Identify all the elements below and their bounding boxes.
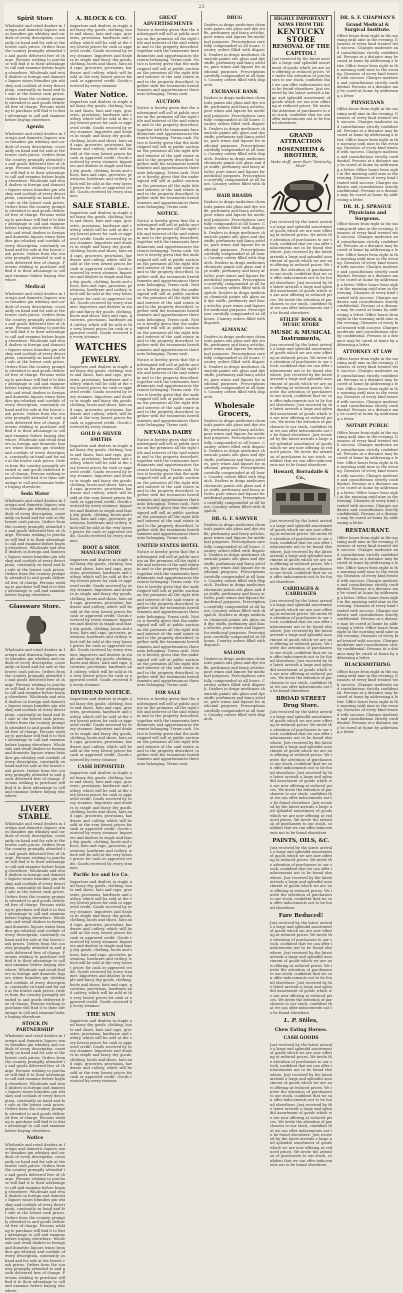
- ad-heading: Chew Eating Horses.: [274, 1027, 328, 1033]
- ad-heading: Physicians and Surgeons.: [348, 211, 387, 222]
- ad-heading: NOTARY PUBLIC: [346, 424, 389, 430]
- ad-heading: Soda Water: [20, 492, 50, 498]
- body-text: Just received by the latest arrivals a large and splendid assortment of goods which we are now offering at reduced prices. We invite the attention of purchasers to our stock, confident that we can offer inducements not to be found elsewhere. Just received by the latest arrivals a large and splendid assortment of goods which we are now offering at reduced prices. We invite the attention of purchasers to our stock, confident that we can offer inducements not to be found elsewhere.: [272, 57, 331, 126]
- ad-heading: Glassware Store.: [9, 603, 61, 610]
- ad-heading: Fare Reduced!: [278, 913, 324, 920]
- body-text: Importers and dealers in staple and fancy dry goods, clothing, boots and shoes, hats and caps, groceries, provisions, hardware and cutlery, which will be sold at the very lowest prices for cash or approved credit. Goods received by every steamer. Importers and dealers in staple and fancy dry goods, clothing, boots and shoes, hats and caps, groceries, provisions, hardware and cutlery, which will be sold at the very lowest prices for cash or approved credit. Goods received by every steamer. Importers and dealers in staple and fancy dry goods, clothing, boots and shoes, hats and caps, groceries, provisions, hardware and cutlery, which will be sold at the very lowest prices for cash or approved credit. Goods received by every steamer. Importers and dealers in staple and fancy dry goods, clothing, boots and shoes, hats and caps, groceries, provisions, hardware and cutlery, which will be sold at the very lowest prices for cash or approved credit. Goods received by every steamer.: [70, 879, 133, 1009]
- ad-heading: ROSENHEIM & BROTHER,: [277, 146, 325, 160]
- ad-heading: Howard, Borradaile & Co.,: [273, 470, 329, 481]
- body-text: Notice is hereby given that the undersigned will sell at public auction on the premises all the right title and interest of the said estate in and to the property described, together with the tenements hereditaments and appurtenances thereunto belonging. Terms cash. Notice is hereby given that the undersigned will sell at public auction on the premises all the right title and interest of the said estate in and to the property described, together with the tenements hereditaments and appurtenances thereunto belonging. Terms cash.: [137, 697, 199, 766]
- body-text: Office hours from eight in the morning until nine in the evening. Diseases of every kind treated with success. Charges moderate and consultations strictly confidential. Persons at a distance may be cured at home by addressing a letter. Office hours from eight in the morning until nine in the evening. Diseases of every kind treated with success. Charges moderate and consultations strictly confidential. Persons at a distance may be cured at home by addressing a letter.: [337, 356, 398, 421]
- ad-heading: BROAD STREET Drug Store.: [275, 696, 327, 709]
- body-text: Dealers in drugs medicines chemicals paints oils glass and dye stuffs, perfumery and fancy articles, pure wines and liquors for medicinal purposes. Prescriptions carefully compounded at all hours. Country orders filled with dispatch. Dealers in drugs medicines chemicals paints oils glass and dye stuffs, perfumery and fancy articles, pure wines and liquors for medicinal purposes. Prescriptions carefully compounded at all hours. Country orders filled with dispatch. Dealers in drugs medicines chemicals paints oils glass and dye stuffs, perfumery and fancy articles, pure wines and liquors for medicinal purposes. Prescriptions carefully compounded at all hours. Country orders filled with dispatch.: [204, 96, 265, 191]
- ad-heading: BLACKSMITHING: [344, 663, 391, 669]
- ad-heading: L. P. Stiles,: [284, 1018, 318, 1025]
- body-text: Wholesale and retail dealers in foreign and domestic liquors wines brandies gin whiskey and cordials of every description, constantly on hand and for sale at the lowest cash prices. Orders from the country promptly attended to and goods delivered free of charge. Persons wishing to purchase will find it to their advantage to call and examine before buying elsewhere. Wholesale and retail dealers in foreign and domestic liquors wines brandies gin whiskey and cordials of every description, constantly on hand and for sale at the lowest cash prices. Orders from the country promptly attended to and goods delivered free of charge. Persons wishing to purchase will find it to their advantage to call and examine before buying elsewhere.: [5, 23, 65, 123]
- body-text: Just received by the latest arrivals a large and splendid assortment of goods which we are now offering at reduced prices. We invite the attention of purchasers to our stock, confident that we can offer inducements not to be found elsewhere. Just received by the latest arrivals a large and splendid assortment of goods which we are now offering at reduced prices. We invite the attention of purchasers to our stock, confident that we can offer inducements not to be found elsewhere. Just received by the latest arrivals a large and splendid assortment of goods which we are now offering at reduced prices. We invite the attention of purchasers to our stock, confident that we can offer inducements not to be found elsewhere.: [270, 920, 332, 1015]
- ad-heading: STOCK IN PARTNERSHIP: [16, 1022, 54, 1033]
- body-text: Importers and dealers in staple and fancy dry goods, clothing, boots and shoes, hats and caps, groceries, provisions, hardware and cutlery, which will be sold at the very lowest prices for cash or approved credit. Goods received by every steamer. Importers and dealers in staple and fancy dry goods, clothing, boots and shoes, hats and caps, groceries, provisions, hardware and cutlery, which will be sold at the very lowest prices for cash or approved credit. Goods received by every steamer. Importers and dealers in staple and fancy dry goods, clothing, boots and shoes, hats and caps, groceries, provisions, hardware and cutlery, which will be sold at the very lowest prices for cash or approved credit. Goods received by every steamer. Importers and dealers in staple and fancy dry goods, clothing, boots and shoes, hats and caps, groceries, provisions, hardware and cutlery, which will be sold at the very lowest prices for cash or approved credit. Goods received by every steamer.: [70, 210, 133, 340]
- ad-heading: THE SUN: [86, 1011, 116, 1018]
- ad-heading: Water Notice.: [74, 89, 128, 99]
- body-text: Just received by the latest arrivals a large and splendid assortment of goods which we are now offering at reduced prices. We invite the attention of purchasers to our stock, confident that we can offer inducements not to be found elsewhere. Just received by the latest arrivals a large and splendid assortment of goods which we are now offering at reduced prices. We invite the attention of purchasers to our stock, confident that we can offer inducements not to be found elsewhere. Just received by the latest arrivals a large and splendid assortment of goods which we are now offering at reduced prices. We invite the attention of purchasers to our stock, confident that we can offer inducements not to be found elsewhere.: [270, 598, 332, 694]
- ad-heading: CASH GOODS: [283, 1036, 319, 1042]
- pitcher-illustration: [20, 612, 50, 646]
- body-text: Importers and dealers in staple and fancy dry goods, clothing, boots and shoes, hats and caps, groceries, provisions, hardware and cutlery, which will be sold at the very lowest prices for cash or approved credit. Goods received by every steamer. Importers and dealers in staple and fancy dry goods, clothing, boots and shoes, hats and caps, groceries, provisions, hardware and cutlery, which will be sold at the very lowest prices for cash or approved credit. Goods received by every steamer.: [70, 1019, 133, 1084]
- body-text: Office hours from eight in the morning until nine in the evening. Diseases of every kind treated with success. Charges moderate and consultations strictly confidential. Persons at a distance may be cured at home by addressing a letter. Office hours from eight in the morning until nine in the evening. Diseases of every kind treated with success. Charges moderate and consultations strictly confidential. Persons at a distance may be cured at home by addressing a letter. Office hours from eight in the morning until nine in the evening. Diseases of every kind treated with success. Charges moderate and consultations strictly confidential. Persons at a distance may be cured at home by addressing a letter.: [337, 430, 398, 525]
- ad-heading: Notice: [26, 1136, 44, 1142]
- body-text: Notice is hereby given that the undersigned will sell at public auction on the premises all the right title and interest of the said estate in and to the property described, together with the tenements hereditaments and appurtenances thereunto belonging. Terms cash. Notice is hereby given that the undersigned will sell at public auction on the premises all the right title and interest of the said estate in and to the property described, together with the tenements hereditaments and appurtenances thereunto belonging. Terms cash. Notice is hereby given that the undersigned will sell at public auction on the premises all the right title and interest of the said estate in and to the property described, together with the tenements hereditaments and appurtenances thereunto belonging. Terms cash.: [137, 437, 199, 541]
- divider: [5, 600, 65, 601]
- ad-heading: REMOVAL OF THE CAPITOL!: [272, 44, 330, 57]
- body-text: Office hours from eight in the morning until nine in the evening. Diseases of every kind treated with success. Charges moderate and consultations strictly confidential. Persons at a distance may be cured at home by addressing a letter. Office hours from eight in the morning until nine in the evening. Diseases of every kind treated with success. Charges moderate and consultations strictly confidential. Persons at a distance may be cured at home by addressing a letter. Office hours from eight in the morning until nine in the evening. Diseases of every kind treated with success. Charges moderate and consultations strictly confidential. Persons at a distance may be cured at home by addressing a letter. Office hours from eight in the morning until nine in the evening. Diseases of every kind treated with success. Charges moderate and consultations strictly confidential. Persons at a distance may be cured at home by addressing a letter.: [337, 535, 398, 660]
- ad-heading: CARRIAGES & CARRIAGES: [282, 586, 320, 598]
- body-text: Wholesale and retail dealers in foreign and domestic liquors wines brandies gin whiskey and cordials of every description, constantly on hand and for sale at the lowest cash prices. Orders from the country promptly attended to and goods delivered free of charge. Persons wishing to purchase will find it to their advantage to call and examine before buying elsewhere. Wholesale and retail dealers in foreign and domestic liquors wines brandies gin whiskey and cordials of every description, constantly on hand and for sale at the lowest cash prices. Orders from the country promptly attended to and goods delivered free of charge. Persons wishing to purchase will find it to their advantage to call and examine before buying elsewhere. Wholesale and retail dealers in foreign and domestic liquors wines brandies gin whiskey and cordials of every description, constantly on hand and for sale at the lowest cash prices. Orders from the country promptly attended to and goods delivered free of charge. Persons wishing to purchase will find it to their advantage to call and examine before buying elsewhere.: [5, 1142, 65, 1293]
- ad-heading: GOLD & SILVER SMITHS: [80, 432, 122, 443]
- ad-heading: Medical: [24, 285, 46, 291]
- ad-heading: ALMANAC: [221, 328, 248, 334]
- ad-heading: Wholesale Grocers,: [214, 401, 255, 419]
- body-text: Wholesale and retail dealers in foreign and domestic liquors wines brandies gin whiskey and cordials of every description, constantly on hand and for sale at the lowest cash prices. Orders from the country promptly attended to and goods delivered free of charge. Persons wishing to purchase will find it to their advantage to call and examine before buying elsewhere. Wholesale and retail dealers in foreign and domestic liquors wines brandies gin whiskey and cordials of every description, constantly on hand and for sale at the lowest cash prices. Orders from the country promptly attended to and goods delivered free of charge. Persons wishing to purchase will find it to their advantage to call and examine before buying elsewhere. Wholesale and retail dealers in foreign and domestic liquors wines brandies gin whiskey and cordials of every description, constantly on hand and for sale at the lowest cash prices. Orders from the country promptly attended to and goods delivered free of charge. Persons wishing to purchase will find it to their advantage to call and examine before buying elsewhere. Wholesale and retail dealers in foreign and domestic liquors wines brandies gin whiskey and cordials of every description, constantly on hand and for sale at the lowest cash prices. Orders from the country promptly attended to and goods delivered free of charge. Persons wishing to purchase will find it to their advantage to call and examine before buying elsewhere.: [5, 821, 65, 1019]
- body-text: Dealers in drugs medicines chemicals paints oils glass and dye stuffs, perfumery and fancy articles, pure wines and liquors for medicinal purposes. Prescriptions carefully compounded at all hours. Country orders filled with dispatch. Dealers in drugs medicines chemicals paints oils glass and dye stuffs, perfumery and fancy articles, pure wines and liquors for medicinal purposes. Prescriptions carefully compounded at all hours. Country orders filled with dispatch. Dealers in drugs medicines chemicals paints oils glass and dye stuffs, perfumery and fancy articles, pure wines and liquors for medicinal purposes. Prescriptions carefully compounded at all hours. Country orders filled with dispatch. Dealers in drugs medicines chemicals paints oils glass and dye stuffs, perfumery and fancy articles, pure wines and liquors for medicinal purposes. Prescriptions carefully compounded at all hours. Country orders filled with dispatch.: [204, 523, 265, 648]
- ad-heading: Pacific Ice and Ice Co.: [73, 873, 129, 879]
- body-text: Importers and dealers in staple and fancy dry goods, clothing, boots and shoes, hats and caps, groceries, provisions, hardware and cutlery, which will be sold at the very lowest prices for cash or approved credit. Goods received by every steamer. Importers and dealers in staple and fancy dry goods, clothing, boots and shoes, hats and caps, groceries, provisions, hardware and cutlery, which will be sold at the very lowest prices for cash or approved credit. Goods received by every steamer.: [70, 23, 133, 88]
- warehouse-illustration: [270, 483, 332, 517]
- body-text: Wholesale and retail dealers in foreign and domestic liquors wines brandies gin whiskey and cordials of every description, constantly on hand and for sale at the lowest cash prices. Orders from the country promptly attended to and goods delivered free of charge. Persons wishing to purchase will find it to their advantage to call and examine before buying elsewhere. Wholesale and retail dealers in foreign and domestic liquors wines brandies gin whiskey and cordials of every description, constantly on hand and for sale at the lowest cash prices. Orders from the country promptly attended to and goods delivered free of charge. Persons wishing to purchase will find it to their advantage to call and examine before buying elsewhere.: [5, 498, 65, 598]
- column-rule: [134, 11, 135, 497]
- body-text: Dealers in drugs medicines chemicals paints oils glass and dye stuffs, perfumery and fancy articles, pure wines and liquors for medicinal purposes. Prescriptions carefully compounded at all hours. Country orders filled with dispatch. Dealers in drugs medicines chemicals paints oils glass and dye stuffs, perfumery and fancy articles, pure wines and liquors for medicinal purposes. Prescriptions carefully compounded at all hours. Country orders filled with dispatch. Dealers in drugs medicines chemicals paints oils glass and dye stuffs, perfumery and fancy articles, pure wines and liquors for medicinal purposes. Prescriptions carefully compounded at all hours. Country orders filled with dispatch.: [204, 419, 265, 514]
- body-text: Wholesale and retail dealers in foreign and domestic liquors wines brandies gin whiskey and cordials of every description, constantly on hand and for sale at the lowest cash prices. Orders from the country promptly attended to and goods delivered free of charge. Persons wishing to purchase will find it to their advantage to call and examine before buying elsewhere. Wholesale and retail dealers in foreign and domestic liquors wines brandies gin whiskey and cordials of every description, constantly on hand and for sale at the lowest cash prices. Orders from the country promptly attended to and goods delivered free of charge. Persons wishing to purchase will find it to their advantage to call and examine before buying elsewhere.: [5, 1034, 65, 1133]
- ad-heading: GREAT ADVERTISEMENTS: [143, 16, 193, 27]
- ad-heading: PHYSICIANS: [351, 100, 384, 106]
- body-text: Notice is hereby given that the undersigned will sell at public auction on the premises all the right title and interest of the said estate in and to the property described, together with the tenements hereditaments and appurtenances thereunto belonging. Terms cash. Notice is hereby given that the undersigned will sell at public auction on the premises all the right title and interest of the said estate in and to the property described, together with the tenements hereditaments and appurtenances thereunto belonging. Terms cash.: [137, 28, 199, 97]
- body-text: Wholesale and retail dealers in foreign and domestic liquors wines brandies gin whiskey and cordials of every description, constantly on hand and for sale at the lowest cash prices. Orders from the country promptly attended to and goods delivered free of charge. Persons wishing to purchase will find it to their advantage to call and examine before buying elsewhere. Wholesale and retail dealers in foreign and domestic liquors wines brandies gin whiskey and cordials of every description, constantly on hand and for sale at the lowest cash prices. Orders from the country promptly attended to and goods delivered free of charge. Persons wishing to purchase will find it to their advantage to call and examine before buying elsewhere. Wholesale and retail dealers in foreign and domestic liquors wines brandies gin whiskey and cordials of every description, constantly on hand and for sale at the lowest cash prices. Orders from the country promptly attended to and goods delivered free of charge. Persons wishing to purchase will find it to their advantage to call and examine before buying elsewhere.: [5, 648, 65, 799]
- ad-heading: RESTAURANT.: [345, 528, 390, 535]
- ad-heading: A. BLOCK & CO.: [75, 16, 127, 22]
- body-text: Office hours from eight in the morning until nine in the evening. Diseases of every kind treated with success. Charges moderate and consultations strictly confidential. Persons at a distance may be cured at home by addressing a letter. Office hours from eight in the morning until nine in the evening. Diseases of every kind treated with success. Charges moderate and consultations strictly confidential. Persons at a distance may be cured at home by addressing a letter.: [337, 669, 398, 734]
- column-1: [5, 13, 65, 1293]
- ad-heading: LIVERY STABLE.: [18, 803, 52, 821]
- page-number: 23: [198, 4, 205, 10]
- ad-heading: BOOT & SHOE MANUFACTORY: [80, 545, 122, 557]
- body-text: Office hours from eight in the morning until nine in the evening. Diseases of every kind treated with success. Charges moderate and consultations strictly confidential. Persons at a distance may be cured at home by addressing a letter. Office hours from eight in the morning until nine in the evening. Diseases of every kind treated with success. Charges moderate and consultations strictly confidential. Persons at a distance may be cured at home by addressing a letter. Office hours from eight in the morning until nine in the evening. Diseases of every kind treated with success. Charges moderate and consultations strictly confidential. Persons at a distance may be cured at home by addressing a letter.: [337, 107, 398, 202]
- column-4: [204, 13, 265, 722]
- ad-heading: Grand Medical & Surgical Institute.: [344, 22, 391, 33]
- ad-heading: Spirit Store: [17, 16, 53, 22]
- ad-heading: GRAND ATTRACTION: [280, 132, 322, 146]
- ad-heading: DR. H. J. SPRAGUE: [343, 204, 392, 210]
- ad-heading: Agents: [26, 125, 44, 131]
- body-text: Notice is hereby given that the undersigned will sell at public auction on the premises all the right title and interest of the said estate in and to the property described, together with the tenements hereditaments and appurtenances thereunto belonging. Terms cash. Notice is hereby given that the undersigned will sell at public auction on the premises all the right title and interest of the said estate in and to the property described, together with the tenements hereditaments and appurtenances thereunto belonging. Terms cash. Notice is hereby given that the undersigned will sell at public auction on the premises all the right title and interest of the said estate in and to the property described, together with the tenements hereditaments and appurtenances thereunto belonging. Terms cash. Notice is hereby given that the undersigned will sell at public auction on the premises all the right title and interest of the said estate in and to the property described, together with the tenements hereditaments and appurtenances thereunto belonging. Terms cash.: [137, 218, 199, 357]
- body-text: Wholesale and retail dealers in foreign and domestic liquors wines brandies gin whiskey and cordials of every description, constantly on hand and for sale at the lowest cash prices. Orders from the country promptly attended to and goods delivered free of charge. Persons wishing to purchase will find it to their advantage to call and examine before buying elsewhere. Wholesale and retail dealers in foreign and domestic liquors wines brandies gin whiskey and cordials of every description, constantly on hand and for sale at the lowest cash prices. Orders from the country promptly attended to and goods delivered free of charge. Persons wishing to purchase will find it to their advantage to call and examine before buying elsewhere. Wholesale and retail dealers in foreign and domestic liquors wines brandies gin whiskey and cordials of every description, constantly on hand and for sale at the lowest cash prices. Orders from the country promptly attended to and goods delivered free of charge. Persons wishing to purchase will find it to their advantage to call and examine before buying elsewhere. Wholesale and retail dealers in foreign and domestic liquors wines brandies gin whiskey and cordials of every description, constantly on hand and for sale at the lowest cash prices. Orders from the country promptly attended to and goods delivered free of charge. Persons wishing to purchase will find it to their advantage to call and examine before buying elsewhere.: [5, 291, 65, 490]
- ad-heading: EXCHANGE BANK: [211, 89, 258, 95]
- column-2: [70, 13, 133, 1084]
- ad-tagline: Make stuff, wear their "Kentucky Mule": [270, 159, 332, 169]
- ad-heading: ATTORNEY AT LAW: [342, 350, 393, 356]
- body-text: Notice is hereby given that the undersigned will sell at public auction on the premises all the right title and interest of the said estate in and to the property described, together with the tenements hereditaments and appurtenances thereunto belonging. Terms cash. Notice is hereby given that the undersigned will sell at public auction on the premises all the right title and interest of the said estate in and to the property described, together with the tenements hereditaments and appurtenances thereunto belonging. Terms cash. Notice is hereby given that the undersigned will sell at public auction on the premises all the right title and interest of the said estate in and to the property described, together with the tenements hereditaments and appurtenances thereunto belonging. Terms cash. Notice is hereby given that the undersigned will sell at public auction on the premises all the right title and interest of the said estate in and to the property described, together with the tenements hereditaments and appurtenances thereunto belonging. Terms cash.: [137, 550, 199, 688]
- ad-heading: STILES' BOOK & MUSIC STORE: [279, 317, 323, 329]
- ad-heading: CASH DEPOSITED: [77, 764, 125, 770]
- ad-heading: PAINTS, OILS, &C.: [272, 838, 330, 845]
- body-text: Importers and dealers in staple and fancy dry goods, clothing, boots and shoes, hats and caps, groceries, provisions, hardware and cutlery, which will be sold at the very lowest prices for cash or approved credit. Goods received by every steamer. Importers and dealers in staple and fancy dry goods, clothing, boots and shoes, hats and caps, groceries, provisions, hardware and cutlery, which will be sold at the very lowest prices for cash or approved credit. Goods received by every steamer. Importers and dealers in staple and fancy dry goods, clothing, boots and shoes, hats and caps, groceries, provisions, hardware and cutlery, which will be sold at the very lowest prices for cash or approved credit. Goods received by every steamer.: [70, 771, 133, 870]
- ad-heading: SALOON: [223, 650, 246, 656]
- body-text: Just received by the latest arrivals a large and splendid assortment of goods which we are now offering at reduced prices. We invite the attention of purchasers to our stock, confident that we can offer inducements not to be found elsewhere. Just received by the latest arrivals a large and splendid assortment of goods which we are now offering at reduced prices. We invite the attention of purchasers to our stock, confident that we can offer inducements not to be found elsewhere. Just received by the latest arrivals a large and splendid assortment of goods which we are now offering at reduced prices. We invite the attention of purchasers to our stock, confident that we can offer inducements not to be found elsewhere.: [270, 220, 332, 315]
- body-text: Just received by the latest arrivals a large and splendid assortment of goods which we are now offering at reduced prices. We invite the attention of purchasers to our stock, confident that we can offer inducements not to be found elsewhere. Just received by the latest arrivals a large and splendid assortment of goods which we are now offering at reduced prices. We invite the attention of purchasers to our stock, confident that we can offer inducements not to be found elsewhere. Just received by the latest arrivals a large and splendid assortment of goods which we are now offering at reduced prices. We invite the attention of purchasers to our stock, confident that we can offer inducements not to be found elsewhere. Just received by the latest arrivals a large and splendid assortment of goods which we are now offering at reduced prices. We invite the attention of purchasers to our stock, confident that we can offer inducements not to be found elsewhere.: [270, 710, 332, 835]
- body-text: Importers and dealers in staple and fancy dry goods, clothing, boots and shoes, hats and caps, groceries, provisions, hardware and cutlery, which will be sold at the very lowest prices for cash or approved credit. Goods received by every steamer. Importers and dealers in staple and fancy dry goods, clothing, boots and shoes, hats and caps, groceries, provisions, hardware and cutlery, which will be sold at the very lowest prices for cash or approved credit. Goods received by every steamer. Importers and dealers in staple and fancy dry goods, clothing, boots and shoes, hats and caps, groceries, provisions, hardware and cutlery, which will be sold at the very lowest prices for cash or approved credit. Goods received by every steamer. Importers and dealers in staple and fancy dry goods, clothing, boots and shoes, hats and caps, groceries, provisions, hardware and cutlery, which will be sold at the very lowest prices for cash or approved credit. Goods received by every steamer.: [70, 557, 133, 687]
- body-text: Just received by the latest arrivals a large and splendid assortment of goods which we are now offering at reduced prices. We invite the attention of purchasers to our stock, confident that we can offer inducements not to be found elsewhere. Just received by the latest arrivals a large and splendid assortment of goods which we are now offering at reduced prices. We invite the attention of purchasers to our stock, confident that we can offer inducements not to be found elsewhere. Just received by the latest arrivals a large and splendid assortment of goods which we are now offering at reduced prices. We invite the attention of purchasers to our stock, confident that we can offer inducements not to be found elsewhere. Just received by the latest arrivals a large and splendid assortment of goods which we are now offering at reduced prices. We invite the attention of purchasers to our stock, confident that we can offer inducements not to be found elsewhere.: [270, 1042, 332, 1167]
- ad-heading: KENTUCKY STORE: [277, 27, 325, 44]
- body-text: Office hours from eight in the morning until nine in the evening. Diseases of every kind treated with success. Charges moderate and consultations strictly confidential. Persons at a distance may be cured at home by addressing a letter. Office hours from eight in the morning until nine in the evening. Diseases of every kind treated with success. Charges moderate and consultations strictly confidential. Persons at a distance may be cured at home by addressing a letter. Office hours from eight in the morning until nine in the evening. Diseases of every kind treated with success. Charges moderate and consultations strictly confidential. Persons at a distance may be cured at home by addressing a letter. Office hours from eight in the morning until nine in the evening. Diseases of every kind treated with success. Charges moderate and consultations strictly confidential. Persons at a distance may be cured at home by addressing a letter.: [337, 222, 398, 347]
- body-text: Notice is hereby given that the undersigned will sell at public auction on the premises all the right title and interest of the said estate in and to the property described, together with the tenements hereditaments and appurtenances thereunto belonging. Terms cash. Notice is hereby given that the undersigned will sell at public auction on the premises all the right title and interest of the said estate in and to the property described, together with the tenements hereditaments and appurtenances thereunto belonging. Terms cash.: [137, 358, 199, 427]
- column-rule: [201, 11, 202, 497]
- body-text: Dealers in drugs medicines chemicals paints oils glass and dye stuffs, perfumery and fancy articles, pure wines and liquors for medicinal purposes. Prescriptions carefully compounded at all hours. Country orders filled with dispatch. Dealers in drugs medicines chemicals paints oils glass and dye stuffs, perfumery and fancy articles, pure wines and liquors for medicinal purposes. Prescriptions carefully compounded at all hours. Country orders filled with dispatch.: [204, 22, 265, 87]
- body-text: Just received by the latest arrivals a large and splendid assortment of goods which we are now offering at reduced prices. We invite the attention of purchasers to our stock, confident that we can offer inducements not to be found elsewhere. Just received by the latest arrivals a large and splendid assortment of goods which we are now offering at reduced prices. We invite the attention of purchasers to our stock, confident that we can offer inducements not to be found elsewhere.: [270, 845, 332, 910]
- ad-heading: DR. G. F. SAWYER: [211, 516, 258, 522]
- ad-heading: NOTICE.: [156, 212, 180, 218]
- ad-heading: DRUG: [226, 16, 243, 21]
- ad-heading: NEVADA DAIRY: [143, 430, 193, 437]
- body-text: Just received by the latest arrivals a large and splendid assortment of goods which we are now offering at reduced prices. We invite the attention of purchasers to our stock, confident that we can offer inducements not to be found elsewhere. Just received by the latest arrivals a large and splendid assortment of goods which we are now offering at reduced prices. We invite the attention of purchasers to our stock, confident that we can offer inducements not to be found elsewhere. Just received by the latest arrivals a large and splendid assortment of goods which we are now offering at reduced prices. We invite the attention of purchasers to our stock, confident that we can offer inducements not to be found elsewhere. Just received by the latest arrivals a large and splendid assortment of goods which we are now offering at reduced prices. We invite the attention of purchasers to our stock, confident that we can offer inducements not to be found elsewhere.: [270, 342, 332, 468]
- body-text: Importers and dealers in staple and fancy dry goods, clothing, boots and shoes, hats and caps, groceries, provisions, hardware and cutlery, which will be sold at the very lowest prices for cash or approved credit. Goods received by every steamer. Importers and dealers in staple and fancy dry goods, clothing, boots and shoes, hats and caps, groceries, provisions, hardware and cutlery, which will be sold at the very lowest prices for cash or approved credit. Goods received by every steamer.: [70, 697, 133, 762]
- ad-heading: AUCTION: [155, 99, 181, 105]
- body-text: Notice is hereby given that the undersigned will sell at public auction on the premises all the right title and interest of the said estate in and to the property described, together with the tenements hereditaments and appurtenances thereunto belonging. Terms cash. Notice is hereby given that the undersigned will sell at public auction on the premises all the right title and interest of the said estate in and to the property described, together with the tenements hereditaments and appurtenances thereunto belonging. Terms cash. Notice is hereby given that the undersigned will sell at public auction on the premises all the right title and interest of the said estate in and to the property described, together with the tenements hereditaments and appurtenances thereunto belonging. Terms cash.: [137, 106, 199, 210]
- newspaper-page: [4, 3, 399, 1293]
- column-rule: [267, 11, 268, 497]
- body-text: Wholesale and retail dealers in foreign and domestic liquors wines brandies gin whiskey and cordials of every description, constantly on hand and for sale at the lowest cash prices. Orders from the country promptly attended to and goods delivered free of charge. Persons wishing to purchase will find it to their advantage to call and examine before buying elsewhere. Wholesale and retail dealers in foreign and domestic liquors wines brandies gin whiskey and cordials of every description, constantly on hand and for sale at the lowest cash prices. Orders from the country promptly attended to and goods delivered free of charge. Persons wishing to purchase will find it to their advantage to call and examine before buying elsewhere. Wholesale and retail dealers in foreign and domestic liquors wines brandies gin whiskey and cordials of every description, constantly on hand and for sale at the lowest cash prices. Orders from the country promptly attended to and goods delivered free of charge. Persons wishing to purchase will find it to their advantage to call and examine before buying elsewhere.: [5, 131, 65, 282]
- ad-kicker: HIGHLY IMPORTANT NEWS FROM THE: [273, 17, 329, 28]
- body-text: Office hours from eight in the morning until nine in the evening. Diseases of every kind treated with success. Charges moderate and consultations strictly confidential. Persons at a distance may be cured at home by addressing a letter. Office hours from eight in the morning until nine in the evening. Diseases of every kind treated with success. Charges moderate and consultations strictly confidential. Persons at a distance may be cured at home by addressing a letter.: [337, 33, 398, 98]
- mule-cart-illustration: [270, 170, 332, 218]
- column-3: [137, 13, 199, 766]
- ad-heading: MUSIC & MUSICAL: [270, 329, 332, 336]
- ad-heading: JEWELRY.: [81, 354, 121, 364]
- column-5: [270, 13, 332, 1167]
- column-rule: [67, 11, 68, 497]
- body-text: Importers and dealers in staple and fancy dry goods, clothing, boots and shoes, hats and caps, groceries, provisions, hardware and cutlery, which will be sold at the very lowest prices for cash or approved credit. Goods received by every steamer. Importers and dealers in staple and fancy dry goods, clothing, boots and shoes, hats and caps, groceries, provisions, hardware and cutlery, which will be sold at the very lowest prices for cash or approved credit. Goods received by every steamer. Importers and dealers in staple and fancy dry goods, clothing, boots and shoes, hats and caps, groceries, provisions, hardware and cutlery, which will be sold at the very lowest prices for cash or approved credit. Goods received by every steamer.: [70, 444, 133, 543]
- ad-heading: DR. S. F. CHAPMAN'S: [340, 16, 395, 21]
- divider: [5, 801, 65, 802]
- ad-heading: HAIR BRAIDS: [216, 193, 253, 199]
- ad-heading: UNITED STATES HOTEL: [137, 543, 199, 549]
- ad-heading: DIVIDEND NOTICE.: [70, 689, 132, 696]
- column-rule: [334, 11, 335, 497]
- kentucky-store-ad: [270, 15, 332, 130]
- ad-heading: Instruments,: [281, 336, 321, 343]
- body-text: Dealers in drugs medicines chemicals paints oils glass and dye stuffs, perfumery and fancy articles, pure wines and liquors for medicinal purposes. Prescriptions carefully compounded at all hours. Country orders filled with dispatch. Dealers in drugs medicines chemicals paints oils glass and dye stuffs, perfumery and fancy articles, pure wines and liquors for medicinal purposes. Prescriptions carefully compounded at all hours. Country orders filled with dispatch. Dealers in drugs medicines chemicals paints oils glass and dye stuffs, perfumery and fancy articles, pure wines and liquors for medicinal purposes. Prescriptions carefully compounded at all hours. Country orders filled with dispatch. Dealers in drugs medicines chemicals paints oils glass and dye stuffs, perfumery and fancy articles, pure wines and liquors for medicinal purposes. Prescriptions carefully compounded at all hours. Country orders filled with dispatch.: [204, 200, 265, 325]
- body-text: Dealers in drugs medicines chemicals paints oils glass and dye stuffs, perfumery and fancy articles, pure wines and liquors for medicinal purposes. Prescriptions carefully compounded at all hours. Country orders filled with dispatch. Dealers in drugs medicines chemicals paints oils glass and dye stuffs, perfumery and fancy articles, pure wines and liquors for medicinal purposes. Prescriptions carefully compounded at all hours. Country orders filled with dispatch.: [204, 334, 265, 399]
- ad-heading: SALE STABLE.: [72, 200, 130, 210]
- body-text: Importers and dealers in staple and fancy dry goods, clothing, boots and shoes, hats and caps, groceries, provisions, hardware and cutlery, which will be sold at the very lowest prices for cash or approved credit. Goods received by every steamer. Importers and dealers in staple and fancy dry goods, clothing, boots and shoes, hats and caps, groceries, provisions, hardware and cutlery, which will be sold at the very lowest prices for cash or approved credit. Goods received by every steamer. Importers and dealers in staple and fancy dry goods, clothing, boots and shoes, hats and caps, groceries, provisions, hardware and cutlery, which will be sold at the very lowest prices for cash or approved credit. Goods received by every steamer.: [70, 99, 133, 199]
- body-text: Importers and dealers in staple and fancy dry goods, clothing, boots and shoes, hats and caps, groceries, provisions, hardware and cutlery, which will be sold at the very lowest prices for cash or approved credit. Goods received by every steamer. Importers and dealers in staple and fancy dry goods, clothing, boots and shoes, hats and caps, groceries, provisions, hardware and cutlery, which will be sold at the very lowest prices for cash or approved credit. Goods received by every steamer.: [70, 364, 133, 429]
- ad-heading: FOR SALE: [155, 690, 181, 696]
- ad-heading: WATCHES: [75, 342, 127, 353]
- body-text: Just received by the latest arrivals a large and splendid assortment of goods which we are now offering at reduced prices. We invite the attention of purchasers to our stock, confident that we can offer inducements not to be found elsewhere. Just received by the latest arrivals a large and splendid assortment of goods which we are now offering at reduced prices. We invite the attention of purchasers to our stock, confident that we can offer inducements not to be found elsewhere.: [270, 519, 332, 584]
- column-6: [337, 13, 398, 734]
- body-text: Dealers in drugs medicines chemicals paints oils glass and dye stuffs, perfumery and fancy articles, pure wines and liquors for medicinal purposes. Prescriptions carefully compounded at all hours. Country orders filled with dispatch. Dealers in drugs medicines chemicals paints oils glass and dye stuffs, perfumery and fancy articles, pure wines and liquors for medicinal purposes. Prescriptions carefully compounded at all hours. Country orders filled with dispatch.: [204, 657, 265, 722]
